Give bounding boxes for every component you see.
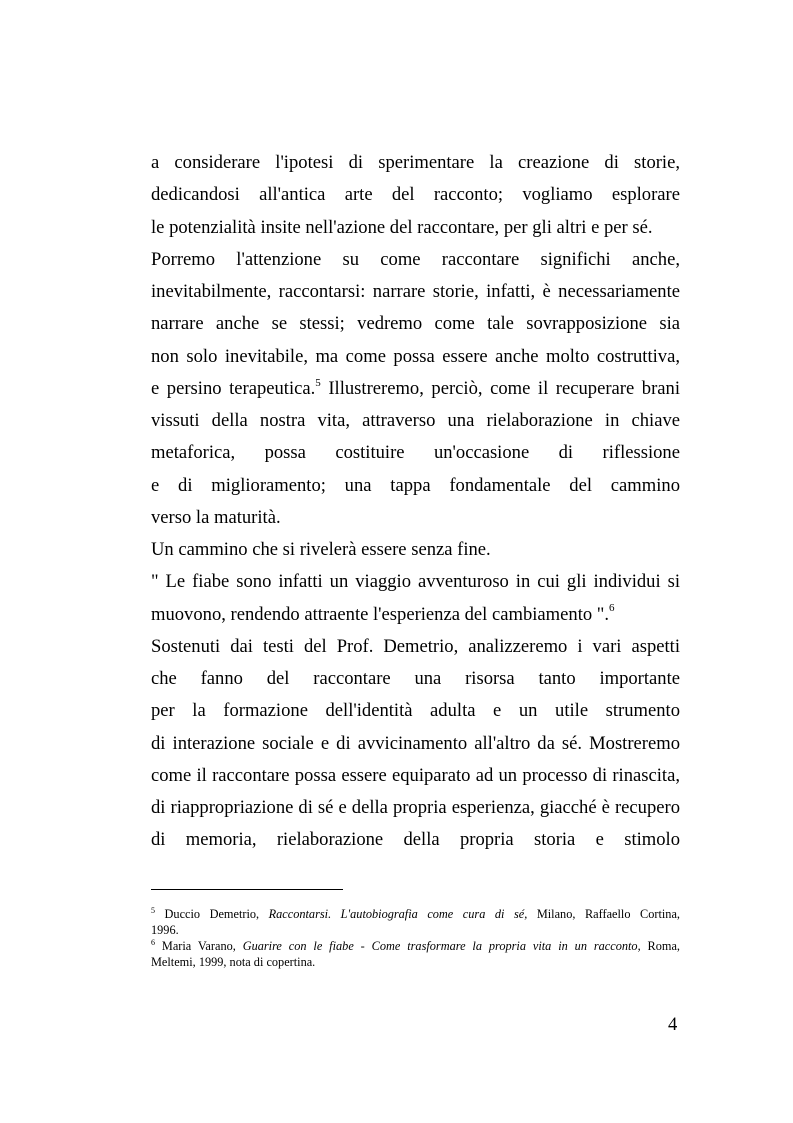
footnote-ref: 6 bbox=[609, 602, 615, 615]
body-line: che fanno del raccontare una risorsa tanto importante bbox=[151, 668, 680, 689]
body-line: di interazione sociale e di avvicinamento all'altro da sé. Mostreremo bbox=[151, 732, 680, 754]
body-line: non solo inevitabile, ma come possa essere anche molto costruttiva, bbox=[151, 345, 680, 367]
body-line: a considerare l'ipotesi di sperimentare la creazione di storie, bbox=[151, 152, 680, 173]
body-line: narrare anche se stessi; vedremo come tale sovrapposizione sia bbox=[151, 313, 680, 335]
footnote-line: $^5$ Duccio Demetrio, Raccontarsi. L'autobiografia come cura di sé, Milano, Raffaello Cortina, bbox=[151, 905, 680, 921]
footnote-number: 5 bbox=[151, 905, 155, 915]
footnote-title: Raccontarsi. L'autobiografia come cura di sé, bbox=[268, 907, 528, 921]
body-line: e di miglioramento; una tappa fondamentale del cammino bbox=[151, 474, 680, 496]
body-line: per la formazione dell'identità adulta e un utile strumento bbox=[151, 700, 680, 722]
body-line: Porremo l'attenzione su come raccontare significhi anche, bbox=[151, 248, 680, 270]
footnote-separator bbox=[151, 889, 343, 890]
body-line: verso la maturità. bbox=[151, 506, 281, 528]
body-line: dedicandosi all'antica arte del racconto; vogliamo esplorare bbox=[151, 184, 680, 206]
footnote-ref: 5 bbox=[315, 376, 321, 389]
body-line: inevitabilmente, raccontarsi: narrare storie, infatti, è necessariamente bbox=[151, 281, 680, 302]
body-line: metaforica, possa costituire un'occasione di riflessione bbox=[151, 442, 680, 464]
body-line: e persino terapeutica.$^5$ Illustreremo, perciò, come il recuperare brani bbox=[151, 376, 680, 399]
body-line: Un cammino che si rivelerà essere senza fine. bbox=[151, 539, 491, 560]
body-line: di memoria, rielaborazione della propria storia e stimolo bbox=[151, 829, 680, 851]
footnote-line: $^6$ Maria Varano, Guarire con le fiabe - Come trasformare la propria vita in un racconto, Roma, bbox=[151, 937, 680, 953]
body-line: come il raccontare possa essere equiparato ad un processo di rinascita, bbox=[151, 764, 680, 786]
body-line: le potenzialità insite nell'azione del raccontare, per gli altri e per sé. bbox=[151, 216, 653, 238]
page-number: 4 bbox=[668, 1014, 678, 1035]
footnote-number: 6 bbox=[151, 937, 155, 947]
footnote-title: Guarire con le fiabe - Come trasformare la propria vita in un racconto, bbox=[242, 939, 641, 953]
body-line: muovono, rendendo attraente l'esperienza del cambiamento ".$^6$ bbox=[151, 602, 615, 625]
body-line: di riappropriazione di sé e della propria esperienza, giacché è recupero bbox=[151, 797, 680, 818]
footnote-line: 1996. bbox=[151, 923, 179, 937]
body-line: " Le fiabe sono infatti un viaggio avventuroso in cui gli individui si bbox=[151, 571, 680, 593]
body-line: vissuti della nostra vita, attraverso una rielaborazione in chiave bbox=[151, 410, 680, 431]
footnote-line: Meltemi, 1999, nota di copertina. bbox=[151, 955, 316, 969]
body-line: Sostenuti dai testi del Prof. Demetrio, analizzeremo i vari aspetti bbox=[151, 635, 680, 657]
footnotes bbox=[151, 906, 680, 970]
body-text bbox=[151, 147, 680, 857]
